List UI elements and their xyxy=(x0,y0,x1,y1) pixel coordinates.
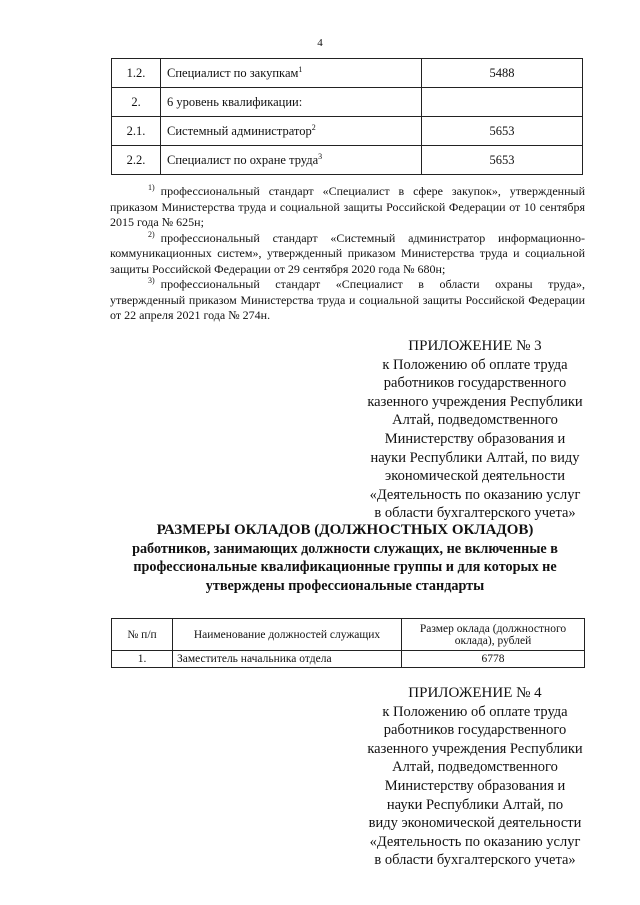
appendix-line: Министерству образования и xyxy=(384,777,566,794)
table-row xyxy=(112,651,585,668)
section-heading xyxy=(100,521,590,595)
footnote-mark: 3) xyxy=(148,276,155,285)
position-name: 6 уровень квалификации: xyxy=(161,88,422,117)
appendix-line: науки Республики Алтай, по xyxy=(386,796,564,813)
appendix-line: к Положению об оплате труда xyxy=(382,703,568,720)
appendix-line: науки Республики Алтай, по виду xyxy=(370,449,580,466)
salary-table-professional-standards xyxy=(111,58,583,175)
appendix-line: казенного учреждения Республики xyxy=(367,740,583,757)
footnote-ref: 3 xyxy=(318,151,323,161)
column-header: № п/п xyxy=(112,619,173,651)
table-row xyxy=(112,59,583,88)
row-number: 2.2. xyxy=(112,146,161,175)
column-header: Размер оклада (должностного оклада), рублей xyxy=(402,619,585,651)
appendix-title: ПРИЛОЖЕНИЕ № 4 xyxy=(408,685,542,701)
appendix-line: Министерству образования и xyxy=(384,430,566,447)
appendix-line: виду экономической деятельности xyxy=(368,815,582,832)
appendix-line: в области бухгалтерского учета» xyxy=(374,852,576,869)
position-name: Системный администратор$^2$ xyxy=(161,117,422,146)
footnote-mark: 2) xyxy=(148,229,155,239)
column-header: Наименование должностей служащих xyxy=(173,619,402,651)
table-row xyxy=(112,88,583,117)
table-row xyxy=(112,146,583,175)
appendix-line: Алтай, подведомственного xyxy=(392,412,558,429)
appendix-line: в области бухгалтерского учета» xyxy=(374,505,576,522)
footnote xyxy=(110,231,585,278)
footnote-ref: 2 xyxy=(311,122,316,132)
page-number: 4 xyxy=(317,37,323,49)
appendix-line: Алтай, подведомственного xyxy=(392,759,558,776)
table-header-row xyxy=(112,619,585,651)
footnote-text: профессиональный стандарт «Системный администратор информационно-коммуникационных систем», утвержденный приказом Министерства труда и социальной защиты Российской Федерации от 29 сентября 2020 года № 680н; xyxy=(110,230,585,276)
footnote-text: профессиональный стандарт «Специалист в сфере закупок», утвержденный приказом Министерства труда и социальной защиты Российской Федерации от 10 сентября 2015 года № 625н; xyxy=(110,184,585,229)
salary-value: 5653 xyxy=(422,146,583,175)
appendix-title: ПРИЛОЖЕНИЕ № 3 xyxy=(408,338,542,354)
appendix-line: «Деятельность по оказанию услуг xyxy=(369,486,581,503)
row-number: 1. xyxy=(112,651,173,668)
footnote-ref: 1 xyxy=(298,64,303,74)
salary-value: 5653 xyxy=(422,117,583,146)
appendix-line: к Положению об оплате труда xyxy=(382,356,568,373)
footnote-text: профессиональный стандарт «Специалист в области охраны труда», утвержденный приказом Министерства труда и социальной защиты Российской Федерации от 22 апреля 2021 года № 274н. xyxy=(110,277,585,322)
salary-value: 6778 xyxy=(402,651,585,668)
appendix-4-header xyxy=(350,684,600,870)
salary-value: 5488 xyxy=(422,59,583,88)
position-name: Специалист по закупкам$^1$ xyxy=(161,59,422,88)
appendix-line: работников государственного xyxy=(383,722,567,739)
position-name: Специалист по охране труда$^3$ xyxy=(161,146,422,175)
salary-value xyxy=(422,88,583,117)
position-name: Заместитель начальника отдела xyxy=(173,651,402,668)
table-row xyxy=(112,117,583,146)
heading-line: утверждены профессиональные стандарты xyxy=(205,577,485,594)
footnote-mark: 1) xyxy=(148,183,155,192)
salary-table-other-positions xyxy=(111,618,585,668)
row-number: 2. xyxy=(112,88,161,117)
row-number: 2.1. xyxy=(112,117,161,146)
footnotes xyxy=(110,184,585,324)
appendix-line: «Деятельность по оказанию услуг xyxy=(369,833,581,850)
heading-line: профессиональные квалификационные группы и для которых не xyxy=(133,559,557,575)
appendix-line: экономической деятельности xyxy=(385,468,565,485)
appendix-line: казенного учреждения Республики xyxy=(367,393,583,410)
footnote xyxy=(110,277,585,324)
appendix-line: работников государственного xyxy=(383,375,567,392)
footnote xyxy=(110,184,585,231)
heading-title: РАЗМЕРЫ ОКЛАДОВ (ДОЛЖНОСТНЫХ ОКЛАДОВ) xyxy=(156,522,534,538)
row-number: 1.2. xyxy=(112,59,161,88)
heading-line: работников, занимающих должности служащих, не включенные в xyxy=(132,540,558,557)
appendix-3-header xyxy=(350,337,600,523)
